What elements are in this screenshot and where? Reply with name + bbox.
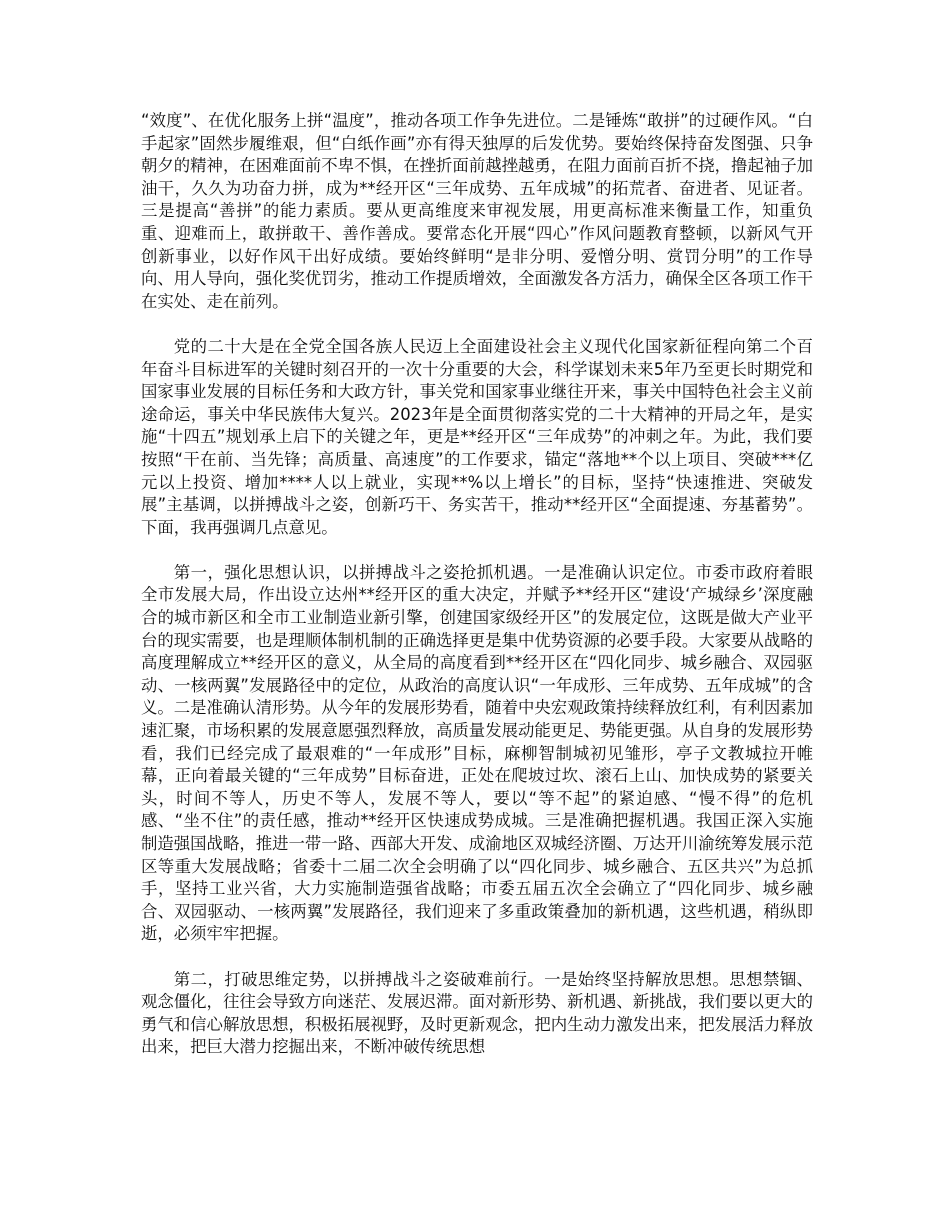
document-page xyxy=(141,110,813,1059)
paragraph-4: 第二，打破思维定势，以拼搏战斗之姿破难前行。一是始终坚持解放思想。思想禁锢、观念僵化，往往会导致方向迷茫、发展迟滞。面对新形势、新机遇、新挑战，我们要以更大的勇气和信心解放思想，积极拓展视野，及时更新观念，把内生动力激发出来，把发展活力释放出来，把巨大潜力挖掘出来，不断冲破传统思想 xyxy=(141,969,814,1057)
paragraph-3: 第一，强化思想认识，以拼搏战斗之姿抢抓机遇。一是准确认识定位。市委市政府着眼全市发展大局，作出设立达州**经开区的重大决定，并赋予**经开区“建设‘产城绿乡’深度融合的城市新区和全市工业制造业新引擎，创建国家级经开区”的发展定位，这既是做大产业平台的现实需要，也是理顺体制机制的正确选择更是集中优势资源的必要手段。大家要从战略的高度理解成立**经开区的意义，从全局的高度看到**经开区在“四化同步、城乡融合、双园驱动、一核两翼”发展路径中的定位，从政治的高度认识“一年成形、三年成势、五年成城”的含义。二是准确认清形势。从今年的发展形势看，随着中央宏观政策持续释放红利，有利因素加速汇聚，市场积累的发展意愿强烈释放，高质量发展动能更足、势能更强。从自身的发展形势看，我们已经完成了最艰难的“一年成形”目标，麻柳智制城初见雏形，亭子文教城拉开帷幕，正向着最关键的“三年成势”目标奋进，正处在爬坡过坎、滚石上山、加快成势的紧要关头，时间不等人，历史不等人，发展不等人，要以“等不起”的紧迫感、“慢不得”的危机感、“坐不住”的责任感，推动**经开区快速成势成城。三是准确把握机遇。我国正深入实施制造强国战略，推进一带一路、西部大开发、成渝地区双城经济圈、万达开川渝统筹发展示范区等重大发展战略；省委十二届二次全会明确了以“四化同步、城乡融合、五区共兴”为总抓手，坚持工业兴省，大力实施制造强省战略；市委五届五次全会确立了“四化同步、城乡融合、双园驱动、一核两翼”发展路径，我们迎来了多重政策叠加的新机遇，这些机遇，稍纵即逝，必须牢牢把握。 xyxy=(141,562,814,944)
paragraph-1: “效度”、在优化服务上拼“温度”，推动各项工作争先进位。二是锤炼“敢拼”的过硬作风。“白手起家”固然步履维艰，但“白纸作画”亦有得天独厚的后发优势。要始终保持奋发图强、只争朝夕的精神，在困难面前不卑不惧，在挫折面前越挫越勇，在阻力面前百折不挠，撸起袖子加油干，久久为功奋力拼，成为**经开区“三年成势、五年成城”的拓荒者、奋进者、见证者。三是提高“善拼”的能力素质。要从更高维度来审视发展，用更高标准来衡量工作，知重负重、迎难而上，敢拼敢干、善作善成。要常态化开展“四心”作风问题教育整顿，以新风气开创新事业，以好作风干出好成绩。要始终鲜明“是非分明、爱憎分明、赏罚分明”的工作导向、用人导向，强化奖优罚劣，推动工作提质增效，全面激发各方活力，确保全区各项工作干在实处、走在前列。 xyxy=(141,111,814,311)
paragraph-2: 党的二十大是在全党全国各族人民迈上全面建设社会主义现代化国家新征程向第二个百年奋斗目标进军的关键时刻召开的一次十分重要的大会，科学谋划未来5年乃至更长时期党和国家事业发展的目标任务和大政方针，事关党和国家事业继往开来，事关中国特色社会主义前途命运，事关中华民族伟大复兴。2023年是全面贯彻落实党的二十大精神的开局之年，是实施“十四五”规划承上启下的关键之年，更是**经开区“三年成势”的冲刺之年。为此，我们要按照“干在前、当先锋；高质量、高速度”的工作要求，锚定“落地**个以上项目、突破***亿元以上投资、增加****人以上就业，实现**%以上增长”的目标，坚持“快速推进、突破发展”主基调，以拼搏战斗之姿，创新巧干、务实苦干，推动**经开区“全面提速、夯基蓄势”。下面，我再强调几点意见。 xyxy=(141,336,814,537)
